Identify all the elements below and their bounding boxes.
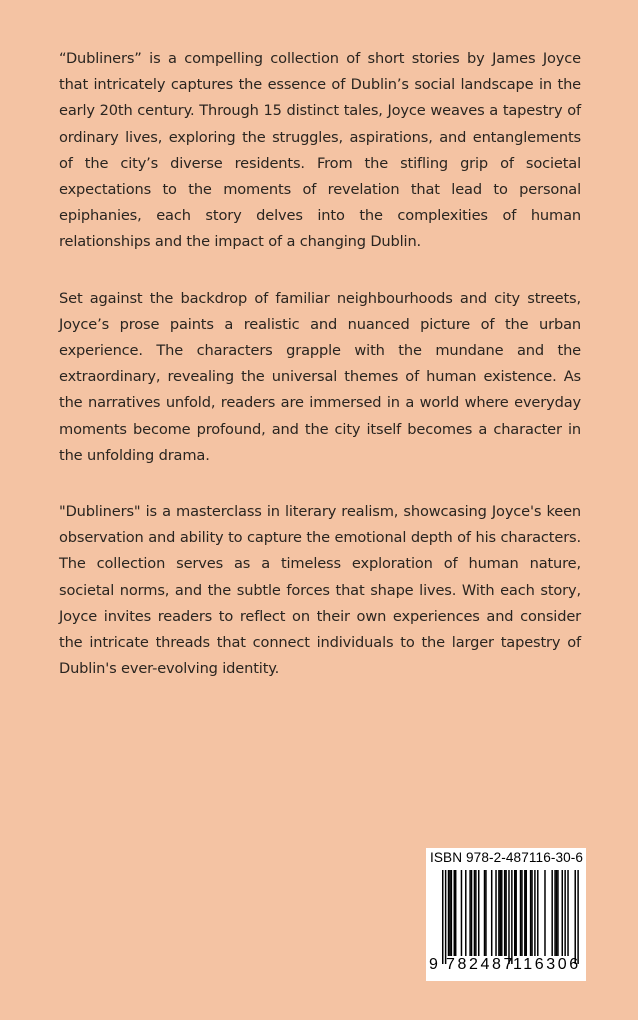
barcode-bar [498,870,499,956]
barcode-bar [495,870,496,956]
barcode-bar [567,870,568,956]
barcode-bar [544,870,545,956]
barcode-bar [461,870,462,956]
barcode-bar [556,870,557,956]
barcode-bar [530,870,531,956]
barcode-bar [537,870,538,956]
barcode-bar [564,870,565,956]
barcode-bar [475,870,476,956]
barcode-bar [448,870,449,956]
barcode-bar [524,870,525,956]
barcode-bar [501,870,502,956]
barcode-bar [484,870,485,956]
barcode-bar [465,870,466,956]
barcode-bar [478,870,479,956]
barcode-bar [474,870,475,956]
barcode-bar [471,870,472,956]
barcode-bar [485,870,486,956]
description-paragraph-3: "Dubliners" is a masterclass in literary realism, showcasing Joyce's keen observation and ability to capture the emotional depth of his characters. The collection serves as a timeless exploration of human nature, societal norms, and the subtle forces that shape lives. With each story, Joyce invites readers to reflect on their own experiences and consider the intricate threads that connect individuals to the larger tapestry of Dublin's ever-evolving identity. [59,503,581,678]
barcode-bar [449,870,450,956]
isbn-label: ISBN 978-2-487116-30-6 [430,850,584,865]
barcode-bar [520,870,521,956]
barcode-bar [451,870,452,956]
barcode-bar [551,870,552,956]
barcode-bar [534,870,535,956]
barcode-bar [504,870,505,956]
barcode-bar [577,870,578,964]
description-paragraph-2: Set against the backdrop of familiar neighbourhoods and city streets, Joyce’s prose paints a realistic and nuanced picture of the urban experience. The characters grapple with the mundane and the extraordinary, revealing the universal themes of human existence. As the narratives unfold, readers are immersed in a world where everyday moments become profound, and the city itself becomes a character in the unfolding drama. [59,289,581,464]
barcode-bar [455,870,456,956]
barcode-bar [454,870,455,956]
barcode-bar [557,870,558,956]
barcode-bar [511,870,512,964]
description-paragraph-1: “Dubliners” is a compelling collection of short stories by James Joyce that intricately captures the essence of Dublin’s social landscape in the early 20th century. Through 15 distinct tales, Joyce weaves a tapestry of ordinary lives, exploring the struggles, aspirations, and entanglements of the city’s diverse residents. From the stifling grip of societal expectations to the moments of revelation that lead to personal epiphanies, each story delves into the complexities of human relationships and the impact of a changing Dublin. [59,50,581,251]
barcode-bar [500,870,501,956]
barcode-bar [554,870,555,956]
barcode-bar [469,870,470,956]
barcode-digits-right: 116306 [513,956,581,973]
barcode-digit-lead: 9 [429,956,438,973]
barcode-bar [514,870,515,956]
barcode-bar [505,870,506,956]
book-description [59,46,581,712]
barcode-bar [515,870,516,956]
barcode-bar [574,870,575,964]
barcode-bar [491,870,492,956]
barcode-digits-left: 782487 [446,956,515,973]
barcode-bar [508,870,509,964]
barcode-bar [562,870,563,956]
isbn-barcode [426,848,586,981]
barcode-bar [445,870,446,964]
barcode-bar [521,870,522,956]
barcode-bar [531,870,532,956]
barcode-bar [526,870,527,956]
barcode-bar [442,870,443,964]
